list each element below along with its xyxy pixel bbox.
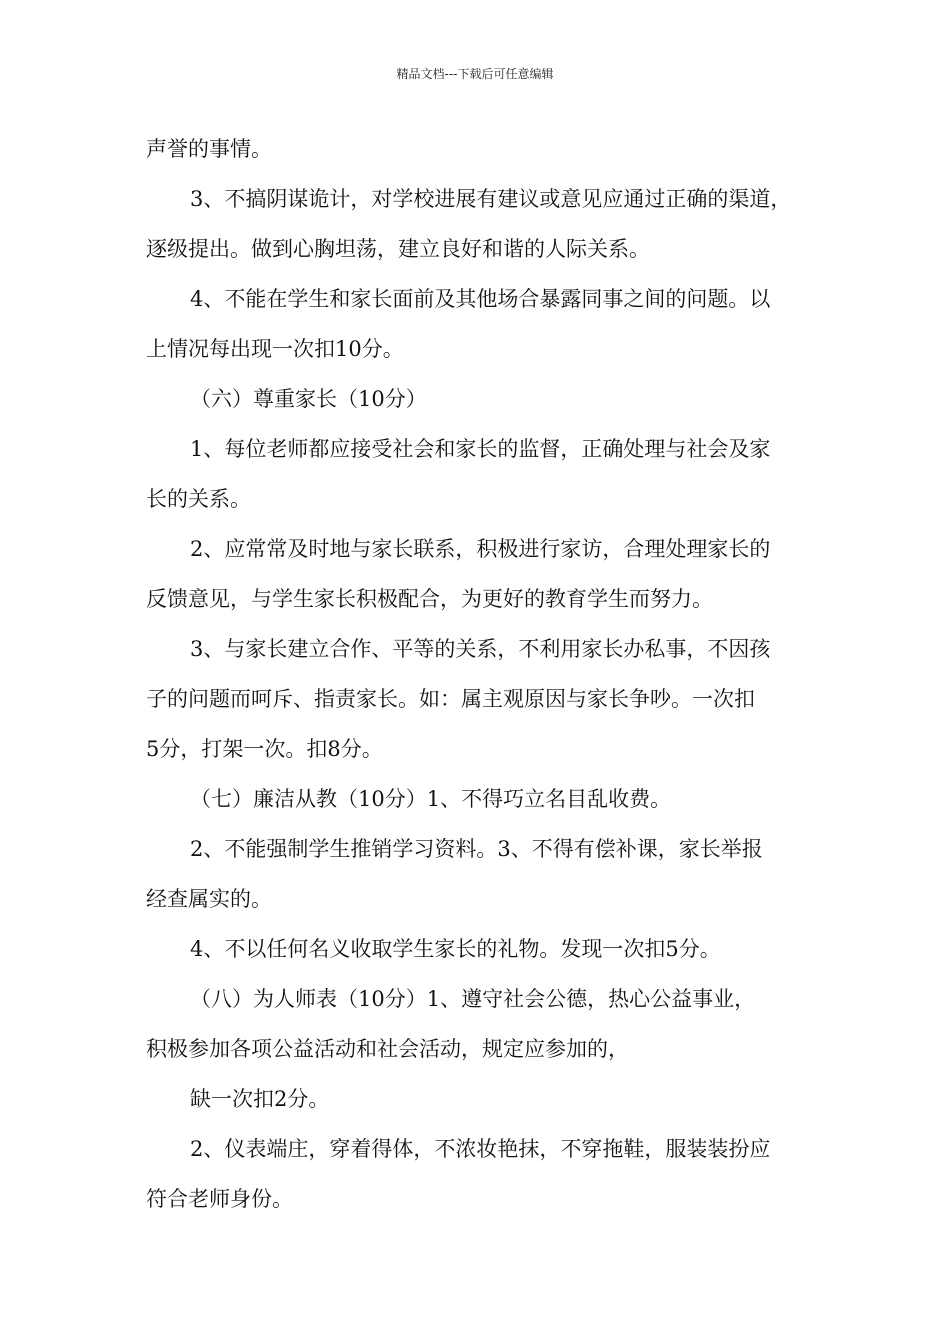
text-line: 4、不能在学生和家长面前及其他场合暴露同事之间的问题。以 (190, 287, 771, 311)
text-line: 上情况每出现一次扣10分。 (146, 337, 404, 361)
text-line: 2、仪表端庄，穿着得体，不浓妆艳抹，不穿拖鞋，服装装扮应 (190, 1137, 771, 1161)
page-header: 精品文档---下载后可任意编辑 (396, 67, 554, 81)
text-line: 3、不搞阴谋诡计，对学校进展有建议或意见应通过正确的渠道， (190, 187, 792, 211)
text-line: 逐级提出。做到心胸坦荡，建立良好和谐的人际关系。 (146, 237, 650, 261)
text-line: 2、应常常及时地与家长联系，积极进行家访，合理处理家长的 (190, 537, 771, 561)
text-line: 3、与家长建立合作、平等的关系，不利用家长办私事，不因孩 (190, 637, 771, 661)
text-line: 4、不以任何名义收取学生家长的礼物。发现一次扣5分。 (190, 937, 721, 961)
text-line: 声誉的事情。 (146, 137, 272, 161)
document-body (146, 134, 826, 1234)
text-line: 长的关系。 (146, 487, 251, 511)
text-line: 子的问题而呵斥、指责家长。如：属主观原因与家长争吵。一次扣 (146, 687, 755, 711)
text-line: 1、每位老师都应接受社会和家长的监督，正确处理与社会及家 (190, 437, 771, 461)
text-line: 积极参加各项公益活动和社会活动，规定应参加的， (146, 1037, 629, 1061)
section-heading: （八）为人师表（10分）1、遵守社会公德，热心公益事业， (190, 987, 756, 1011)
text-line: 符合老师身份。 (146, 1187, 293, 1211)
text-line: 2、不能强制学生推销学习资料。3、不得有偿补课，家长举报 (190, 837, 763, 861)
text-line: 经查属实的。 (146, 887, 272, 911)
section-heading: （六）尊重家长（10分） (190, 387, 427, 411)
text-line: 5分，打架一次。扣8分。 (146, 737, 383, 761)
text-line: 反馈意见，与学生家长积极配合，为更好的教育学生而努力。 (146, 587, 713, 611)
text-line: 缺一次扣2分。 (190, 1087, 330, 1111)
section-heading: （七）廉洁从教（10分）1、不得巧立名目乱收费。 (190, 787, 672, 811)
